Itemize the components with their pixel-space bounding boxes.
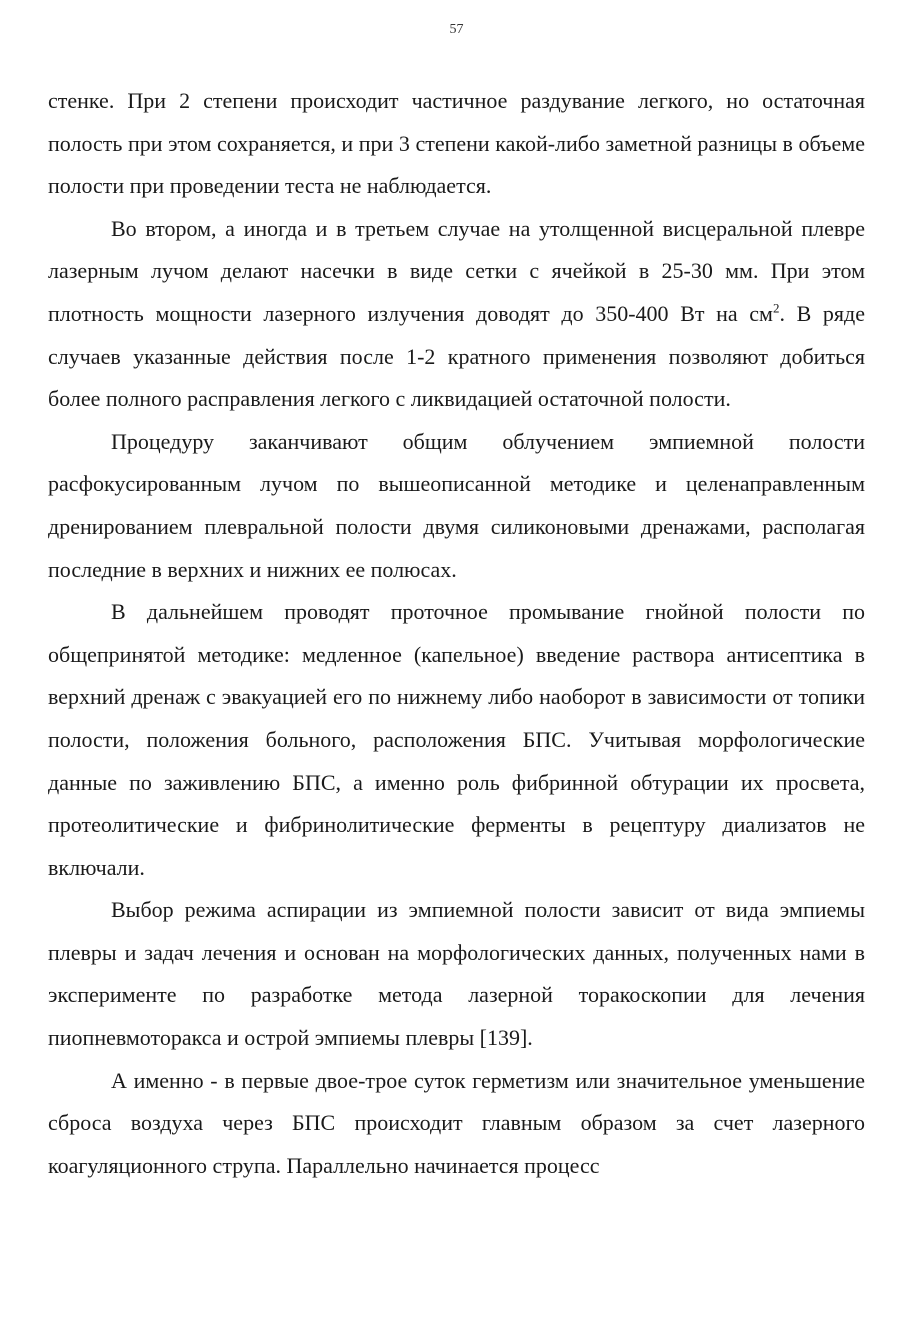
paragraph-1: стенке. При 2 степени происходит частичное раздувание легкого, но остаточная полость при этом сохраняется, и при 3 степени какой-либо заметной разницы в объеме полости при проведении теста не наблюдается. [48,88,865,199]
paragraph-3: Процедуру заканчивают общим облучением эмпиемной полости расфокусированным лучом по вышеописанной методике и целенаправленным дренированием плевральной полости двумя силиконовыми дренажами, располагая последние в верхних и нижних ее полюсах. [48,428,865,582]
paragraph-6: А именно - в первые двое-трое суток герметизм или значительное уменьшение сброса воздуха через БПС происходит главным образом за счет лазерного коагуляционного струпа. Параллельно начинается процесс [48,1067,865,1178]
paragraph-2 [48,208,865,421]
body-text [48,80,865,1187]
paragraph-4: В дальнейшем проводят проточное промывание гнойной полости по общепринятой методике: медленное (капельное) введение раствора антисептика в верхний дренаж с эвакуацией его по нижнему либо наоборот в зависимости от топики полости, положения больного, расположения БПС. Учитывая морфологические данные по заживлению БПС, а именно роль фибринной обтурации их просвета, протеолитические и фибринолитические ферменты в рецептуру диализатов не включали. [48,599,865,880]
paragraph-5: Выбор режима аспирации из эмпиемной полости зависит от вида эмпиемы плевры и задач лечения и основан на морфологических данных, полученных нами в эксперименте по разработке метода лазерной торакоскопии для лечения пиопневмоторакса и острой эмпиемы плевры [139]. [48,897,865,1051]
paragraph-2-text-start: Во втором, а иногда и в третьем случае на утолщенной висцеральной плевре лазерным лучом делают насечки в виде сетки с ячейкой в 25-30 мм. При этом плотность мощности лазерного излучения доводят до 350-400 Вт на см [48,215,865,326]
page-number: 57 [449,22,464,37]
superscript-2: 2 [772,300,780,316]
paragraph-2-text-end: . В ряде случаев указанные действия после 1-2 кратного применения позволяют добиться более полного расправления легкого с ликвидацией остаточной полости. [48,300,865,412]
